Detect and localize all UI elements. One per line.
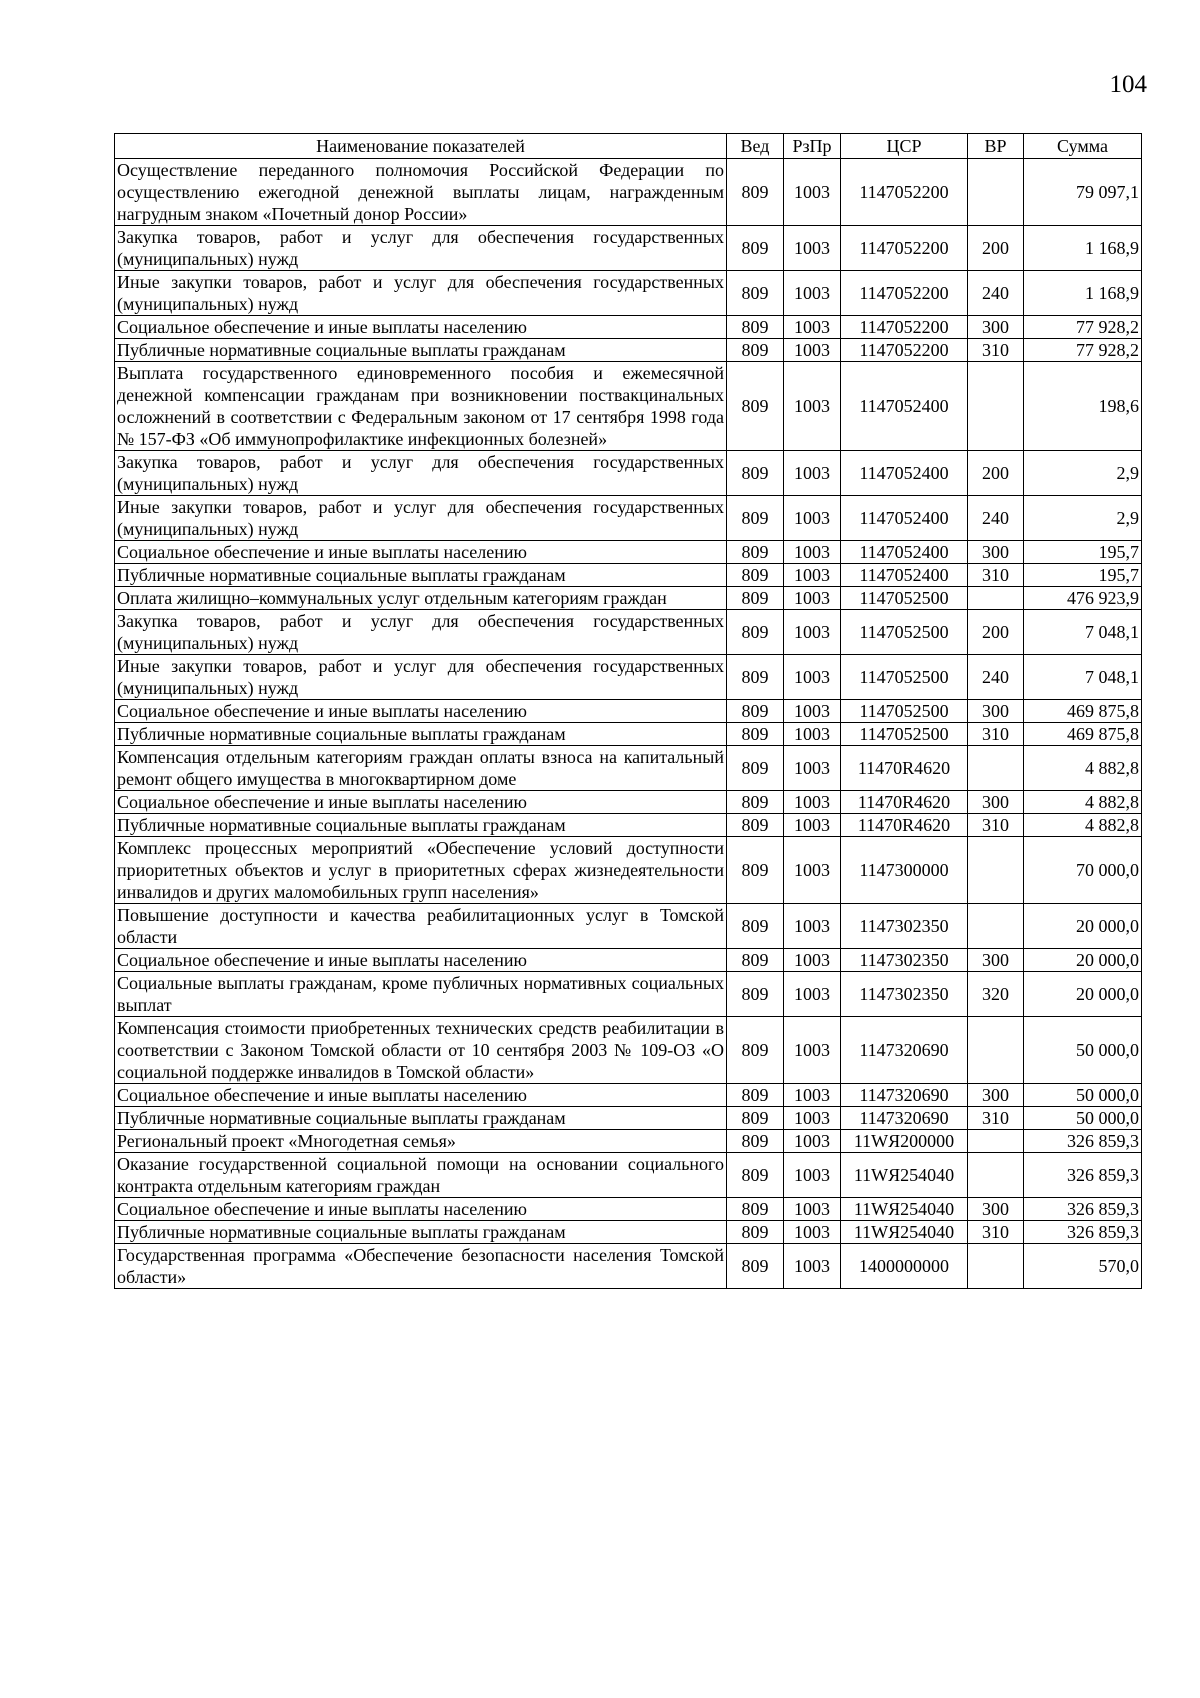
cell-sum: 7 048,1	[1024, 610, 1142, 655]
cell-ved: 809	[727, 159, 784, 226]
cell-ved: 809	[727, 655, 784, 700]
cell-name: Социальное обеспечение и иные выплаты населению	[115, 1198, 727, 1221]
cell-name: Публичные нормативные социальные выплаты гражданам	[115, 723, 727, 746]
table-row	[115, 746, 1142, 791]
cell-csr: 1147052400	[841, 496, 968, 541]
cell-rzpr: 1003	[784, 972, 841, 1017]
header-name: Наименование показателей	[115, 134, 727, 159]
cell-name: Публичные нормативные социальные выплаты гражданам	[115, 814, 727, 837]
cell-name: Иные закупки товаров, работ и услуг для обеспечения государственных (муниципальных) нужд	[115, 655, 727, 700]
cell-sum: 4 882,8	[1024, 791, 1142, 814]
cell-name: Социальное обеспечение и иные выплаты населению	[115, 949, 727, 972]
cell-vr: 300	[968, 541, 1024, 564]
cell-vr: 300	[968, 1198, 1024, 1221]
cell-vr: 320	[968, 972, 1024, 1017]
cell-sum: 570,0	[1024, 1244, 1142, 1289]
cell-vr	[968, 904, 1024, 949]
cell-rzpr: 1003	[784, 949, 841, 972]
cell-csr: 1147300000	[841, 837, 968, 904]
cell-sum: 2,9	[1024, 496, 1142, 541]
cell-sum: 476 923,9	[1024, 587, 1142, 610]
table-row	[115, 316, 1142, 339]
cell-ved: 809	[727, 1107, 784, 1130]
cell-name: Публичные нормативные социальные выплаты гражданам	[115, 564, 727, 587]
cell-sum: 20 000,0	[1024, 972, 1142, 1017]
cell-csr: 1147052400	[841, 564, 968, 587]
cell-vr: 240	[968, 271, 1024, 316]
cell-name: Повышение доступности и качества реабилитационных услуг в Томской области	[115, 904, 727, 949]
cell-vr: 300	[968, 949, 1024, 972]
cell-rzpr: 1003	[784, 814, 841, 837]
cell-rzpr: 1003	[784, 587, 841, 610]
cell-vr: 310	[968, 564, 1024, 587]
table-row	[115, 610, 1142, 655]
cell-name: Социальное обеспечение и иные выплаты населению	[115, 316, 727, 339]
cell-vr: 300	[968, 791, 1024, 814]
budget-table	[114, 133, 1142, 1289]
cell-vr: 310	[968, 1221, 1024, 1244]
cell-rzpr: 1003	[784, 1244, 841, 1289]
header-sum: Сумма	[1024, 134, 1142, 159]
cell-name: Закупка товаров, работ и услуг для обеспечения государственных (муниципальных) нужд	[115, 610, 727, 655]
cell-ved: 809	[727, 226, 784, 271]
cell-rzpr: 1003	[784, 226, 841, 271]
cell-sum: 1 168,9	[1024, 271, 1142, 316]
cell-vr	[968, 1244, 1024, 1289]
table-row	[115, 1130, 1142, 1153]
table-row	[115, 723, 1142, 746]
cell-name: Закупка товаров, работ и услуг для обеспечения государственных (муниципальных) нужд	[115, 226, 727, 271]
cell-csr: 1147320690	[841, 1107, 968, 1130]
cell-sum: 195,7	[1024, 541, 1142, 564]
cell-vr	[968, 362, 1024, 451]
cell-csr: 1147052500	[841, 700, 968, 723]
cell-sum: 198,6	[1024, 362, 1142, 451]
table-row	[115, 655, 1142, 700]
cell-vr: 310	[968, 1107, 1024, 1130]
cell-csr: 1147052500	[841, 723, 968, 746]
header-vr: ВР	[968, 134, 1024, 159]
table-row	[115, 1153, 1142, 1198]
cell-csr: 1147052200	[841, 226, 968, 271]
header-csr: ЦСР	[841, 134, 968, 159]
cell-vr: 310	[968, 339, 1024, 362]
cell-ved: 809	[727, 1130, 784, 1153]
cell-name: Комплекс процессных мероприятий «Обеспечение условий доступности приоритетных объектов и услуг в приоритетных сферах жизнедеятельности инвалидов и других маломобильных групп населения»	[115, 837, 727, 904]
cell-csr: 1147320690	[841, 1017, 968, 1084]
table-row	[115, 339, 1142, 362]
cell-rzpr: 1003	[784, 904, 841, 949]
cell-vr	[968, 159, 1024, 226]
cell-vr: 240	[968, 655, 1024, 700]
cell-rzpr: 1003	[784, 1221, 841, 1244]
cell-name: Иные закупки товаров, работ и услуг для обеспечения государственных (муниципальных) нужд	[115, 271, 727, 316]
cell-csr: 1147302350	[841, 949, 968, 972]
cell-ved: 809	[727, 610, 784, 655]
cell-vr: 300	[968, 316, 1024, 339]
cell-rzpr: 1003	[784, 541, 841, 564]
table-row	[115, 1244, 1142, 1289]
cell-name: Региональный проект «Многодетная семья»	[115, 1130, 727, 1153]
cell-name: Выплата государственного единовременного пособия и ежемесячной денежной компенсации гражданам при возникновении поствакцинальных осложнений в соответствии с Федеральным законом от 17 сентября 1998 года № 157-ФЗ «Об иммунопрофилактике инфекционных болезней»	[115, 362, 727, 451]
cell-sum: 20 000,0	[1024, 904, 1142, 949]
cell-name: Оплата жилищно–коммунальных услуг отдельным категориям граждан	[115, 587, 727, 610]
cell-rzpr: 1003	[784, 610, 841, 655]
cell-csr: 1147320690	[841, 1084, 968, 1107]
cell-csr: 1147052200	[841, 339, 968, 362]
cell-ved: 809	[727, 972, 784, 1017]
cell-sum: 79 097,1	[1024, 159, 1142, 226]
table-row	[115, 496, 1142, 541]
table-row	[115, 159, 1142, 226]
cell-sum: 195,7	[1024, 564, 1142, 587]
cell-rzpr: 1003	[784, 159, 841, 226]
cell-csr: 11470R4620	[841, 746, 968, 791]
cell-sum: 50 000,0	[1024, 1017, 1142, 1084]
cell-csr: 1147052500	[841, 655, 968, 700]
cell-vr: 300	[968, 700, 1024, 723]
cell-vr: 310	[968, 814, 1024, 837]
table-row	[115, 564, 1142, 587]
cell-ved: 809	[727, 564, 784, 587]
cell-vr: 200	[968, 226, 1024, 271]
cell-sum: 70 000,0	[1024, 837, 1142, 904]
cell-name: Закупка товаров, работ и услуг для обеспечения государственных (муниципальных) нужд	[115, 451, 727, 496]
cell-rzpr: 1003	[784, 271, 841, 316]
cell-rzpr: 1003	[784, 746, 841, 791]
cell-rzpr: 1003	[784, 339, 841, 362]
cell-rzpr: 1003	[784, 1084, 841, 1107]
table-row	[115, 791, 1142, 814]
cell-ved: 809	[727, 496, 784, 541]
cell-ved: 809	[727, 339, 784, 362]
cell-sum: 326 859,3	[1024, 1221, 1142, 1244]
table-row	[115, 1017, 1142, 1084]
cell-vr: 200	[968, 451, 1024, 496]
cell-sum: 20 000,0	[1024, 949, 1142, 972]
table-row	[115, 949, 1142, 972]
cell-rzpr: 1003	[784, 791, 841, 814]
header-ved: Вед	[727, 134, 784, 159]
cell-ved: 809	[727, 837, 784, 904]
cell-vr	[968, 1017, 1024, 1084]
cell-ved: 809	[727, 1221, 784, 1244]
cell-name: Государственная программа «Обеспечение безопасности населения Томской области»	[115, 1244, 727, 1289]
cell-name: Социальное обеспечение и иные выплаты населению	[115, 541, 727, 564]
cell-sum: 2,9	[1024, 451, 1142, 496]
cell-vr	[968, 837, 1024, 904]
cell-ved: 809	[727, 1244, 784, 1289]
cell-ved: 809	[727, 451, 784, 496]
cell-name: Осуществление переданного полномочия Российской Федерации по осуществлению ежегодной денежной выплаты лицам, награжденным нагрудным знаком «Почетный донор России»	[115, 159, 727, 226]
cell-vr	[968, 1153, 1024, 1198]
cell-vr: 240	[968, 496, 1024, 541]
cell-rzpr: 1003	[784, 1198, 841, 1221]
cell-ved: 809	[727, 746, 784, 791]
cell-csr: 1147052400	[841, 541, 968, 564]
table-row	[115, 1198, 1142, 1221]
cell-rzpr: 1003	[784, 1017, 841, 1084]
cell-csr: 11WЯ254040	[841, 1221, 968, 1244]
cell-name: Социальные выплаты гражданам, кроме публичных нормативных социальных выплат	[115, 972, 727, 1017]
cell-sum: 50 000,0	[1024, 1107, 1142, 1130]
cell-rzpr: 1003	[784, 655, 841, 700]
cell-rzpr: 1003	[784, 362, 841, 451]
cell-ved: 809	[727, 271, 784, 316]
table-row	[115, 837, 1142, 904]
cell-csr: 11470R4620	[841, 791, 968, 814]
table-row	[115, 587, 1142, 610]
cell-name: Социальное обеспечение и иные выплаты населению	[115, 791, 727, 814]
header-rzpr: РзПр	[784, 134, 841, 159]
cell-sum: 326 859,3	[1024, 1130, 1142, 1153]
table-row	[115, 904, 1142, 949]
table-header-row	[115, 134, 1142, 159]
table-row	[115, 814, 1142, 837]
cell-csr: 1147052200	[841, 271, 968, 316]
cell-ved: 809	[727, 814, 784, 837]
table-body	[115, 159, 1142, 1289]
cell-ved: 809	[727, 904, 784, 949]
cell-rzpr: 1003	[784, 837, 841, 904]
cell-ved: 809	[727, 1017, 784, 1084]
table-row	[115, 1221, 1142, 1244]
cell-sum: 77 928,2	[1024, 339, 1142, 362]
table-row	[115, 1107, 1142, 1130]
cell-name: Публичные нормативные социальные выплаты гражданам	[115, 1107, 727, 1130]
table-row	[115, 541, 1142, 564]
cell-ved: 809	[727, 1198, 784, 1221]
cell-name: Социальное обеспечение и иные выплаты населению	[115, 700, 727, 723]
cell-csr: 11470R4620	[841, 814, 968, 837]
cell-vr	[968, 746, 1024, 791]
cell-csr: 1147052400	[841, 362, 968, 451]
cell-vr: 200	[968, 610, 1024, 655]
table-row	[115, 226, 1142, 271]
cell-csr: 11WЯ254040	[841, 1153, 968, 1198]
cell-rzpr: 1003	[784, 723, 841, 746]
cell-csr: 1147052400	[841, 451, 968, 496]
cell-csr: 1147052200	[841, 159, 968, 226]
table-row	[115, 1084, 1142, 1107]
cell-name: Иные закупки товаров, работ и услуг для обеспечения государственных (муниципальных) нужд	[115, 496, 727, 541]
cell-name: Оказание государственной социальной помощи на основании социального контракта отдельным категориям граждан	[115, 1153, 727, 1198]
cell-vr: 300	[968, 1084, 1024, 1107]
cell-csr: 1147052500	[841, 587, 968, 610]
cell-sum: 77 928,2	[1024, 316, 1142, 339]
cell-name: Публичные нормативные социальные выплаты гражданам	[115, 339, 727, 362]
table-row	[115, 271, 1142, 316]
cell-ved: 809	[727, 700, 784, 723]
cell-name: Социальное обеспечение и иные выплаты населению	[115, 1084, 727, 1107]
cell-rzpr: 1003	[784, 1153, 841, 1198]
cell-csr: 1147052200	[841, 316, 968, 339]
cell-sum: 50 000,0	[1024, 1084, 1142, 1107]
cell-sum: 4 882,8	[1024, 814, 1142, 837]
cell-rzpr: 1003	[784, 316, 841, 339]
table-row	[115, 451, 1142, 496]
cell-rzpr: 1003	[784, 451, 841, 496]
cell-rzpr: 1003	[784, 700, 841, 723]
table-row	[115, 362, 1142, 451]
cell-sum: 1 168,9	[1024, 226, 1142, 271]
cell-vr: 310	[968, 723, 1024, 746]
cell-ved: 809	[727, 541, 784, 564]
cell-ved: 809	[727, 1153, 784, 1198]
cell-sum: 326 859,3	[1024, 1198, 1142, 1221]
cell-ved: 809	[727, 316, 784, 339]
cell-sum: 326 859,3	[1024, 1153, 1142, 1198]
table-row	[115, 972, 1142, 1017]
cell-ved: 809	[727, 1084, 784, 1107]
cell-sum: 469 875,8	[1024, 723, 1142, 746]
cell-vr	[968, 587, 1024, 610]
cell-sum: 7 048,1	[1024, 655, 1142, 700]
page-number: 104	[1109, 71, 1147, 98]
cell-rzpr: 1003	[784, 496, 841, 541]
cell-ved: 809	[727, 723, 784, 746]
cell-ved: 809	[727, 587, 784, 610]
cell-csr: 1147052500	[841, 610, 968, 655]
cell-name: Компенсация стоимости приобретенных технических средств реабилитации в соответствии с Законом Томской области от 10 сентября 2003 № 109-ОЗ «О социальной поддержке инвалидов в Томской области»	[115, 1017, 727, 1084]
cell-csr: 1147302350	[841, 972, 968, 1017]
cell-sum: 469 875,8	[1024, 700, 1142, 723]
cell-ved: 809	[727, 362, 784, 451]
table-row	[115, 700, 1142, 723]
cell-vr	[968, 1130, 1024, 1153]
cell-rzpr: 1003	[784, 564, 841, 587]
cell-csr: 11WЯ200000	[841, 1130, 968, 1153]
cell-rzpr: 1003	[784, 1130, 841, 1153]
cell-csr: 1400000000	[841, 1244, 968, 1289]
cell-name: Публичные нормативные социальные выплаты гражданам	[115, 1221, 727, 1244]
cell-csr: 11WЯ254040	[841, 1198, 968, 1221]
cell-name: Компенсация отдельным категориям граждан оплаты взноса на капитальный ремонт общего имущества в многоквартирном доме	[115, 746, 727, 791]
cell-ved: 809	[727, 791, 784, 814]
cell-csr: 1147302350	[841, 904, 968, 949]
cell-sum: 4 882,8	[1024, 746, 1142, 791]
cell-rzpr: 1003	[784, 1107, 841, 1130]
cell-ved: 809	[727, 949, 784, 972]
